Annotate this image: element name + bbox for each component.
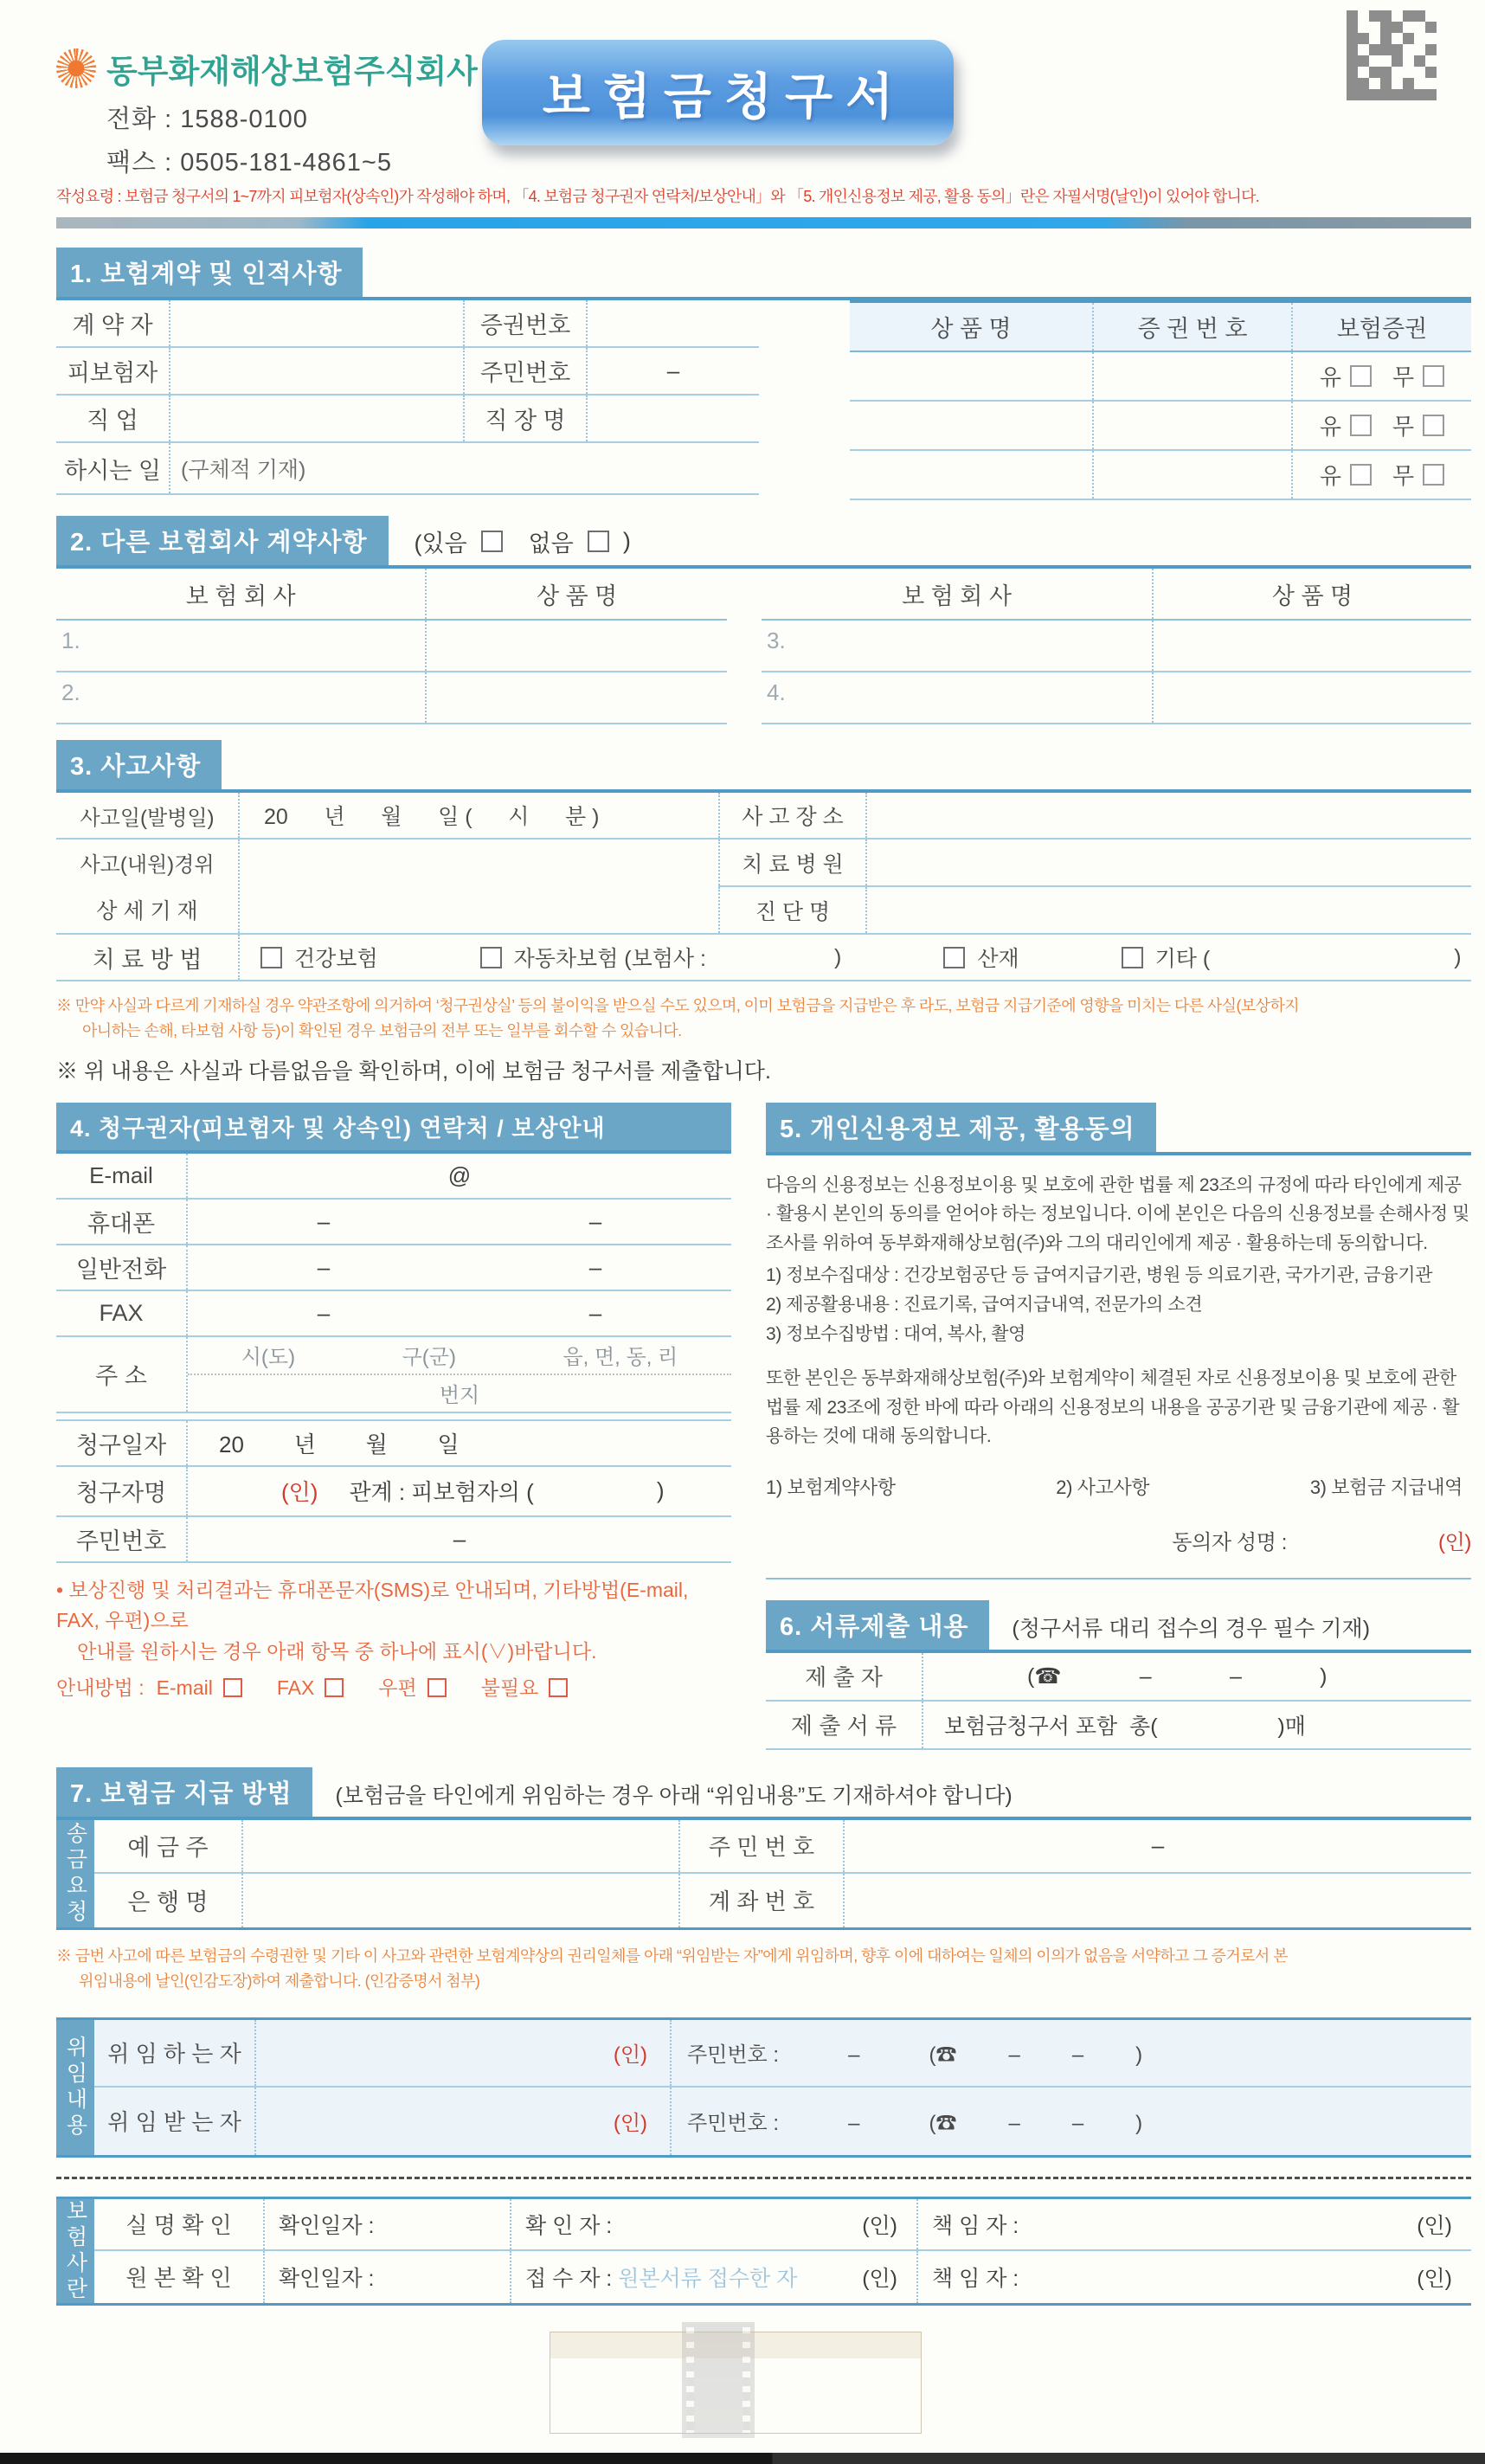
scope-accident: 2) 사고사항 — [1056, 1476, 1150, 1498]
cb-cert-no[interactable] — [1423, 464, 1444, 486]
exist-no-label: 없음 — [528, 531, 574, 556]
section7-note: (보험금을 타인에게 위임하는 경우 아래 “위임내용”도 기재하셔야 합니다) — [335, 1783, 1012, 1808]
filmstrip-icon — [682, 2322, 755, 2438]
cb-health-insurance[interactable] — [260, 947, 282, 968]
documents-label: 제 출 서 류 — [790, 1713, 897, 1740]
guide-none-label: 불필요 — [480, 1676, 539, 1699]
cb-industrial[interactable] — [943, 947, 965, 968]
account-holder-field[interactable] — [241, 1820, 678, 1872]
consent-paragraph2: 또한 본인은 동부화재해상보험(주)와 보험계약이 체결된 자로 신용정보이용 및 보호에 관한 법률 제 23조에 정한 바에 따라 아래의 신용정보의 내용을 공공기관 및 금융기관에 제공 · 활용하는 것에 대해 동의합니다. — [766, 1368, 1460, 1447]
cert-cell — [1291, 352, 1471, 400]
seal-mark: (인) — [1438, 1531, 1471, 1555]
seal-mark: (인) — [281, 1479, 318, 1506]
addr-beonji-label: 번지 — [439, 1384, 480, 1408]
email-field[interactable]: @ — [186, 1154, 731, 1198]
insurer-header: 보 험 회 사 — [902, 582, 1012, 609]
mu-label: 무 — [1392, 463, 1415, 489]
guide-method-row — [56, 1673, 731, 1704]
identity-check-row — [94, 2199, 1471, 2251]
table-header-row — [762, 569, 1471, 621]
insured-field[interactable] — [169, 348, 463, 394]
section5-bottom-line — [766, 1578, 1471, 1579]
delegator-field[interactable] — [254, 2020, 670, 2086]
identity-check-label: 실 명 확 인 — [125, 2212, 232, 2239]
cb-exist-no[interactable] — [588, 531, 609, 552]
policy-no-label: 증권번호 — [463, 300, 586, 346]
check-date-field[interactable]: 확인일자 : — [263, 2199, 510, 2249]
mu-label: 무 — [1392, 364, 1415, 390]
divider-bar — [56, 217, 1471, 228]
accident-place-label: 사 고 장 소 — [718, 793, 865, 838]
accuracy-warning-line1: ※ 만약 사실과 다르게 기재하실 경우 약관조항에 의거하여 ‘청구권상실’ 등의 불이익을 받으실 수도 있으며, 이미 보험금을 지급받은 후 라도, 보험금 지급기준에 영향을 미치는 다른 사실(보상하지 — [56, 997, 1300, 1014]
agree-signature-row — [766, 1527, 1471, 1560]
dash: – — [588, 1253, 602, 1280]
delegation-warning — [56, 1944, 1471, 1995]
product-field[interactable] — [850, 352, 1092, 400]
policy-field[interactable] — [1092, 352, 1291, 400]
scope-contract: 1) 보험계약사항 — [766, 1476, 896, 1498]
industrial-label: 산재 — [977, 947, 1019, 971]
section4-title: 4. 청구권자(피보험자 및 상속인) 연락처 / 보상안내 — [56, 1103, 731, 1150]
account-no-field[interactable] — [843, 1874, 1471, 1927]
treatment-options — [238, 935, 1471, 980]
seal-mark: (인) — [862, 2266, 897, 2291]
yu-label: 유 — [1319, 364, 1341, 390]
cb-guide-email[interactable] — [223, 1678, 242, 1697]
address-label: 주 소 — [95, 1363, 147, 1390]
seal-mark: (인) — [862, 2213, 897, 2238]
original-check-row — [94, 2251, 1471, 2303]
section3-header — [56, 740, 1471, 793]
section1-header — [56, 248, 1471, 300]
addr-city-label: 시(도) — [241, 1346, 296, 1370]
landline-field[interactable] — [186, 1245, 731, 1290]
company-brand — [56, 45, 478, 178]
form-title-banner — [482, 40, 954, 145]
section2-title: 2. 다른 보험회사 계약사항 — [56, 516, 389, 565]
delegator-jumin-field[interactable]: 주민번호 : – (☎ – – ) — [670, 2020, 1471, 2086]
receiver-field[interactable] — [510, 2251, 916, 2303]
receiver-label: 접 수 자 : — [525, 2266, 613, 2291]
delegation-side-label: 위임내용 — [56, 2020, 94, 2155]
accident-detail-row — [56, 840, 1471, 935]
consent-paragraph1: 다음의 신용정보는 신용정보이용 및 보호에 관한 법률 제 23조의 규정에 따라 타인에게 제공 · 활용시 본인의 동의를 얻어야 하는 정보입니다. 이에 본인은 다음의 신용정보를 손해사정 및 조사를 위하여 동부화재해상보험(주)와 그의 대리인에게 제공 · 활용하는데 동의합니다. — [766, 1174, 1470, 1253]
address-field[interactable] — [186, 1337, 731, 1412]
work-field[interactable]: (구체적 기재) — [169, 443, 759, 493]
delegation-warning-line2: 위임내용에 날인(인감도장)하여 제출합니다. (인감증명서 첨부) — [79, 1972, 480, 1991]
section6-note: (청구서류 대리 접수의 경우 필수 기재) — [1012, 1616, 1371, 1641]
accident-date-row — [56, 793, 1471, 840]
accident-cause-field[interactable] — [238, 840, 718, 933]
etc-label: 기타 ( — [1154, 947, 1211, 971]
product-field[interactable] — [1152, 672, 1471, 723]
relation-close: ) — [656, 1477, 665, 1504]
guide-fax-label: FAX — [276, 1676, 315, 1699]
hospital-label: 치 료 병 원 — [718, 840, 865, 885]
manager-label: 책 임 자 : — [932, 2266, 1019, 2291]
fill-instructions: 작성요령 : 보험금 청구서의 1~7까지 피보험자(상속인)가 작성해야 하며, 「4. 보험금 청구권자 연락처/보상안내」와 「5. 개인신용정보 제공, 활용 동의」란은 자필서명(날인)이 있어야 합니다. — [56, 188, 1259, 205]
product-field[interactable] — [425, 621, 727, 671]
delegatee-field[interactable] — [254, 2088, 670, 2155]
documents-field[interactable]: 보험금청구서 포함 총( )매 — [922, 1702, 1471, 1748]
holder-jumin-field[interactable]: – — [843, 1820, 1471, 1872]
product-field[interactable] — [850, 402, 1092, 449]
mobile-label: 휴대폰 — [87, 1210, 156, 1237]
consent-item1: 1) 정보수집대상 : 건강보험공단 등 급여지급기관, 병원 등 의료기관, 국가기관, 금융기관 — [766, 1265, 1433, 1286]
accident-cause-label: 사고(내원)경위 — [80, 853, 215, 878]
delegatee-jumin-field[interactable]: 주민번호 : – (☎ – – ) — [670, 2088, 1471, 2155]
exist-yes-label: (있음 — [414, 531, 467, 556]
bank-name-label: 은 행 명 — [127, 1889, 209, 1916]
product-header: 상 품 명 — [1152, 569, 1471, 619]
policy-no-field[interactable] — [586, 300, 759, 346]
delegation-warning-line1: ※ 금번 사고에 따른 보험금의 수령권한 및 기타 이 사고와 관련한 보험계약상의 권리일체를 아래 “위임받는 자”에게 위임하며, 향후 이에 대하여는 일체의 이의가 없음을 서약하고 그 증거로서 본 — [56, 1946, 1288, 1965]
detail-label: 상 세 기 재 — [96, 898, 198, 923]
etc-close: ) — [1454, 944, 1462, 969]
remittance-side-label: 송금요청 — [56, 1820, 94, 1927]
auto-insurance-label: 자동차보험 (보험사 : — [513, 947, 706, 971]
other-insurance-exist-note — [415, 524, 631, 565]
cb-cert-no[interactable] — [1423, 415, 1444, 436]
insurer-use-side-label: 보험사란 — [56, 2199, 94, 2303]
cut-line — [56, 2177, 1471, 2179]
fax-label: FAX — [99, 1299, 144, 1326]
mu-label: 무 — [1392, 414, 1415, 440]
cb-etc[interactable] — [1122, 947, 1143, 968]
exist-note-close: ) — [622, 528, 631, 554]
checker-field[interactable] — [510, 2199, 916, 2249]
accident-date-field[interactable]: 20 년 월 일 ( 시 분 ) — [238, 793, 718, 838]
policy-field[interactable] — [1092, 402, 1291, 449]
form-title: 보험금청구서 — [542, 69, 907, 125]
email-label: E-mail — [89, 1161, 153, 1188]
dash: – — [588, 1207, 602, 1234]
section1-right-table — [850, 300, 1471, 500]
cert-cell — [1291, 402, 1471, 449]
sms-guide-line2: 안내를 원하시는 경우 아래 항목 중 하나에 표시(∨)바랍니다. — [77, 1639, 597, 1663]
row-number: 2. — [61, 679, 80, 705]
guide-method-label: 안내방법 : — [56, 1676, 145, 1699]
auto-insurance-close: ) — [833, 944, 842, 969]
section5-title: 5. 개인신용정보 제공, 활용동의 — [766, 1103, 1156, 1152]
bank-row — [94, 1874, 1471, 1927]
jumin-field[interactable]: – — [586, 348, 759, 394]
consent-item2: 2) 제공활용내용 : 진료기록, 급여지급내역, 전문가의 소견 — [766, 1294, 1203, 1315]
contractor-label: 계 약 자 — [72, 312, 153, 338]
job-field[interactable] — [169, 396, 463, 441]
account-holder-label: 예 금 주 — [127, 1835, 209, 1862]
addr-gu-label: 구(군) — [402, 1346, 456, 1370]
policy-cert-header: 보험증권 — [1291, 303, 1471, 351]
company-fax: 팩스 : 0505-181-4861~5 — [106, 149, 392, 177]
table-row — [56, 348, 759, 396]
section5-header — [766, 1103, 1471, 1155]
table-row — [850, 352, 1471, 402]
claimant-name-field[interactable] — [186, 1467, 731, 1515]
checker-label: 확 인 자 : — [525, 2213, 613, 2238]
page-header — [56, 0, 1471, 177]
table-row — [56, 621, 727, 672]
table-header-row — [56, 569, 727, 621]
section6-header — [766, 1600, 1471, 1653]
health-insurance-label: 건강보험 — [294, 947, 378, 971]
original-check-label: 원 본 확 인 — [125, 2265, 232, 2292]
landline-row — [56, 1245, 731, 1291]
addr-dong-label: 읍, 면, 동, 리 — [562, 1346, 678, 1370]
section4-header — [56, 1103, 731, 1154]
table-row — [850, 451, 1471, 500]
submitter-row — [766, 1653, 1471, 1702]
claimant-name-row — [56, 1467, 731, 1517]
table-row — [850, 402, 1471, 451]
submitter-label: 제 출 자 — [805, 1664, 883, 1691]
accident-cause-labels — [56, 840, 238, 933]
submitter-field[interactable]: (☎ – – ) — [922, 1653, 1471, 1700]
section1-title: 1. 보험계약 및 인적사항 — [56, 248, 363, 297]
consent-item3: 3) 정보수집방법 : 대여, 복사, 촬영 — [766, 1323, 1025, 1344]
account-no-label: 계 좌 번 호 — [678, 1874, 843, 1927]
seal-mark: (인) — [1417, 2266, 1452, 2291]
job-label: 직 업 — [87, 408, 138, 434]
other-insurance-table-right — [762, 569, 1471, 724]
claimant-jumin-label: 주민번호 — [75, 1528, 167, 1554]
product-field[interactable] — [425, 672, 727, 723]
claim-date-label: 청구일자 — [75, 1431, 167, 1458]
guide-mail-label: 우편 — [378, 1676, 417, 1699]
insurer-header: 보 험 회 사 — [185, 582, 296, 609]
mobile-row — [56, 1200, 731, 1245]
company-logo-sun-icon — [56, 48, 96, 88]
claim-date-row — [56, 1421, 731, 1467]
cb-cert-no[interactable] — [1423, 365, 1444, 387]
table-gap — [56, 1413, 731, 1421]
product-header: 상 품 명 — [425, 569, 727, 619]
table-row — [56, 396, 759, 443]
cb-guide-none[interactable] — [549, 1678, 568, 1697]
sms-guide-line1: • 보상진행 및 처리결과는 휴대폰문자(SMS)로 안내되며, 기타방법(E-mail, FAX, 우편)으로 — [56, 1578, 689, 1632]
dash: – — [588, 1299, 602, 1326]
table-row — [762, 621, 1471, 672]
dash: – — [317, 1207, 331, 1234]
company-name: 동부화재해상보험주식회사 — [106, 54, 478, 89]
claimant-jumin-field[interactable]: – — [186, 1517, 731, 1561]
landline-label: 일반전화 — [75, 1256, 167, 1283]
cb-guide-mail[interactable] — [428, 1678, 447, 1697]
table-header-row — [850, 303, 1471, 352]
consent-scope-row — [766, 1472, 1471, 1502]
holder-jumin-label: 주 민 번 호 — [678, 1820, 843, 1872]
bank-name-field[interactable] — [241, 1874, 678, 1927]
workplace-field[interactable] — [586, 396, 759, 441]
accuracy-warning — [56, 994, 1471, 1044]
delegator-label: 위 임 하 는 자 — [107, 2041, 241, 2068]
yu-label: 유 — [1319, 414, 1341, 440]
section1-left-table — [56, 300, 759, 500]
table-row — [56, 443, 759, 495]
section7-title: 7. 보험금 지급 방법 — [56, 1767, 312, 1817]
table-row — [762, 672, 1471, 724]
policy-field[interactable] — [1092, 451, 1291, 499]
scan-edge — [0, 2453, 1485, 2464]
yu-label: 유 — [1319, 463, 1341, 489]
product-field[interactable] — [850, 451, 1092, 499]
receiver-note: 원본서류 접수한 자 — [618, 2266, 798, 2291]
seal-mark: (인) — [613, 2043, 647, 2068]
treatment-row — [56, 935, 1471, 981]
accident-place-field[interactable] — [865, 793, 1471, 838]
fax-field[interactable] — [186, 1291, 731, 1335]
row-number: 1. — [61, 627, 80, 653]
product-name-header: 상 품 명 — [930, 316, 1012, 342]
policy-no-header: 증 권 번 호 — [1092, 303, 1291, 351]
fax-row — [56, 1291, 731, 1337]
documents-row — [766, 1702, 1471, 1750]
cb-cert-yes[interactable] — [1350, 415, 1372, 436]
row-number: 4. — [767, 679, 786, 705]
watermark-box — [550, 2332, 922, 2434]
dash: – — [317, 1253, 331, 1280]
address-row — [56, 1337, 731, 1413]
cb-guide-fax[interactable] — [325, 1678, 344, 1697]
delegatee-label: 위 임 받 는 자 — [107, 2109, 241, 2136]
agree-name-label: 동의자 성명 : — [1172, 1531, 1288, 1555]
other-insurance-table-left — [56, 569, 727, 724]
delegator-row — [94, 2020, 1471, 2088]
claimant-jumin-row — [56, 1517, 731, 1563]
cb-auto-insurance[interactable] — [480, 947, 502, 968]
manager-field[interactable] — [916, 2199, 1471, 2249]
company-tel: 전화 : 1588-0100 — [106, 106, 308, 133]
relation-label: 관계 : 피보험자의 ( — [349, 1479, 534, 1506]
diagnosis-label: 진 단 명 — [718, 887, 865, 933]
account-holder-row — [94, 1820, 1471, 1874]
manager-label: 책 임 자 : — [932, 2213, 1019, 2238]
table-row — [56, 672, 727, 724]
accident-date-label: 사고일(발병일) — [80, 806, 215, 830]
jumin-label: 주민번호 — [463, 348, 586, 394]
cb-cert-yes[interactable] — [1350, 464, 1372, 486]
seal-mark: (인) — [613, 2112, 647, 2136]
manager-field[interactable] — [916, 2251, 1471, 2303]
table-row — [56, 300, 759, 348]
section2-header — [56, 516, 1471, 569]
cb-exist-yes[interactable] — [481, 531, 503, 552]
workplace-label: 직 장 명 — [463, 396, 586, 441]
diagnosis-field[interactable] — [865, 887, 1471, 933]
accuracy-warning-line2: 아니하는 손해, 타보험 사항 등)이 확인된 경우 보험금의 전부 또는 일부를 회수할 수 있습니다. — [82, 1021, 682, 1039]
credit-info-consent — [766, 1171, 1471, 1579]
cert-cell — [1291, 451, 1471, 499]
sms-guide — [56, 1575, 731, 1704]
guide-email-label: E-mail — [156, 1676, 213, 1699]
contractor-field[interactable] — [169, 300, 463, 346]
hospital-field[interactable] — [865, 840, 1471, 885]
scope-payment: 3) 보험금 지급내역 — [1309, 1476, 1462, 1498]
seal-mark: (인) — [1417, 2213, 1452, 2238]
treatment-label: 치 료 방 법 — [92, 946, 202, 973]
email-row — [56, 1154, 731, 1200]
claim-date-field[interactable]: 20 년 월 일 — [186, 1421, 731, 1465]
product-field[interactable] — [1152, 621, 1471, 671]
insured-label: 피보험자 — [67, 360, 158, 386]
dash: – — [317, 1299, 331, 1326]
claimant-name-label: 청구자명 — [75, 1480, 167, 1507]
barcode-icon — [1347, 10, 1437, 100]
section6-title: 6. 서류제출 내용 — [766, 1600, 989, 1650]
section7-header — [56, 1767, 1471, 1820]
confirmation-statement: ※ 위 내용은 사실과 다름없음을 확인하며, 이에 보험금 청구서를 제출합니다. — [56, 1058, 771, 1084]
delegatee-row — [94, 2088, 1471, 2155]
mobile-field[interactable] — [186, 1200, 731, 1244]
cb-cert-yes[interactable] — [1350, 365, 1372, 387]
check-date-field[interactable]: 확인일자 : — [263, 2251, 510, 2303]
section3-title: 3. 사고사항 — [56, 740, 222, 789]
work-label: 하시는 일 — [64, 457, 161, 484]
row-number: 3. — [767, 627, 786, 653]
